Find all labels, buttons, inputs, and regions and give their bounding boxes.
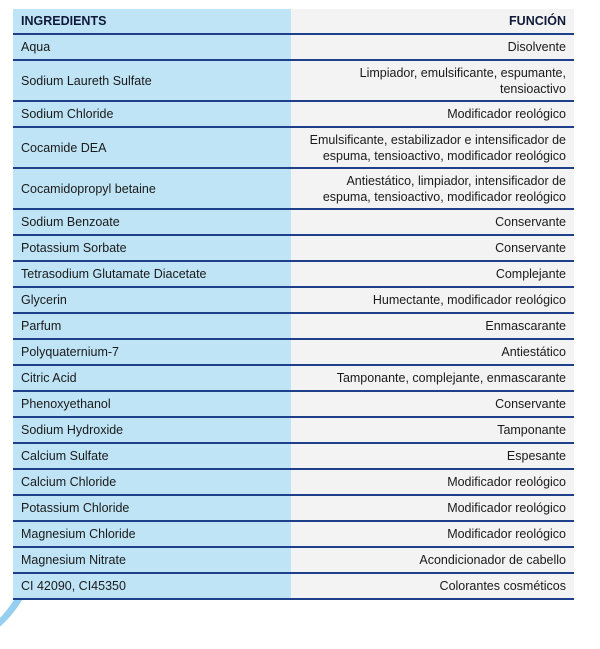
ingredient-cell: Sodium Laureth Sulfate [13, 61, 291, 100]
ingredient-cell: Glycerin [13, 288, 291, 312]
function-cell: Conservante [291, 210, 574, 234]
table-row [13, 340, 574, 366]
table-row [13, 61, 574, 102]
function-cell: Emulsificante, estabilizador e intensificador de espuma, tensioactivo, modificador reológico [291, 128, 574, 167]
function-cell: Modificador reológico [291, 102, 574, 126]
ingredient-cell: Calcium Chloride [13, 470, 291, 494]
ingredients-table [13, 9, 574, 600]
ingredient-cell: Parfum [13, 314, 291, 338]
table-row [13, 470, 574, 496]
ingredient-cell: Aqua [13, 35, 291, 59]
table-row [13, 418, 574, 444]
function-cell: Tamponante, complejante, enmascarante [291, 366, 574, 390]
ingredient-cell: Calcium Sulfate [13, 444, 291, 468]
function-cell: Acondicionador de cabello [291, 548, 574, 572]
ingredient-cell: Magnesium Nitrate [13, 548, 291, 572]
ingredient-cell: Tetrasodium Glutamate Diacetate [13, 262, 291, 286]
table-row [13, 236, 574, 262]
table-row [13, 262, 574, 288]
function-cell: Conservante [291, 236, 574, 260]
function-cell: Espesante [291, 444, 574, 468]
function-cell: Enmascarante [291, 314, 574, 338]
table-row [13, 35, 574, 61]
ingredient-cell: Magnesium Chloride [13, 522, 291, 546]
table-row [13, 210, 574, 236]
table-row [13, 102, 574, 128]
function-column-header: FUNCIÓN [291, 9, 574, 33]
ingredient-cell: Phenoxyethanol [13, 392, 291, 416]
function-cell: Modificador reológico [291, 470, 574, 494]
function-cell: Tamponante [291, 418, 574, 442]
ingredient-cell: Citric Acid [13, 366, 291, 390]
function-cell: Modificador reológico [291, 496, 574, 520]
function-cell: Antiestático [291, 340, 574, 364]
table-row [13, 288, 574, 314]
function-cell: Complejante [291, 262, 574, 286]
function-cell: Humectante, modificador reológico [291, 288, 574, 312]
ingredient-cell: Sodium Hydroxide [13, 418, 291, 442]
table-row [13, 522, 574, 548]
function-cell: Conservante [291, 392, 574, 416]
function-cell: Disolvente [291, 35, 574, 59]
table-row [13, 128, 574, 169]
ingredient-cell: CI 42090, CI45350 [13, 574, 291, 598]
table-row [13, 444, 574, 470]
table-row [13, 496, 574, 522]
function-cell: Limpiador, emulsificante, espumante, tensioactivo [291, 61, 574, 100]
table-row [13, 314, 574, 340]
ingredients-column-header: INGREDIENTS [13, 9, 291, 33]
ingredient-cell: Potassium Chloride [13, 496, 291, 520]
table-row [13, 392, 574, 418]
table-header-row [13, 9, 574, 35]
table-row [13, 366, 574, 392]
ingredient-cell: Sodium Chloride [13, 102, 291, 126]
ingredient-cell: Potassium Sorbate [13, 236, 291, 260]
function-cell: Modificador reológico [291, 522, 574, 546]
ingredient-cell: Cocamidopropyl betaine [13, 169, 291, 208]
table-row [13, 574, 574, 600]
table-row [13, 169, 574, 210]
table-row [13, 548, 574, 574]
ingredient-cell: Polyquaternium-7 [13, 340, 291, 364]
ingredient-cell: Sodium Benzoate [13, 210, 291, 234]
ingredient-cell: Cocamide DEA [13, 128, 291, 167]
function-cell: Colorantes cosméticos [291, 574, 574, 598]
function-cell: Antiestático, limpiador, intensificador de espuma, tensioactivo, modificador reológico [291, 169, 574, 208]
